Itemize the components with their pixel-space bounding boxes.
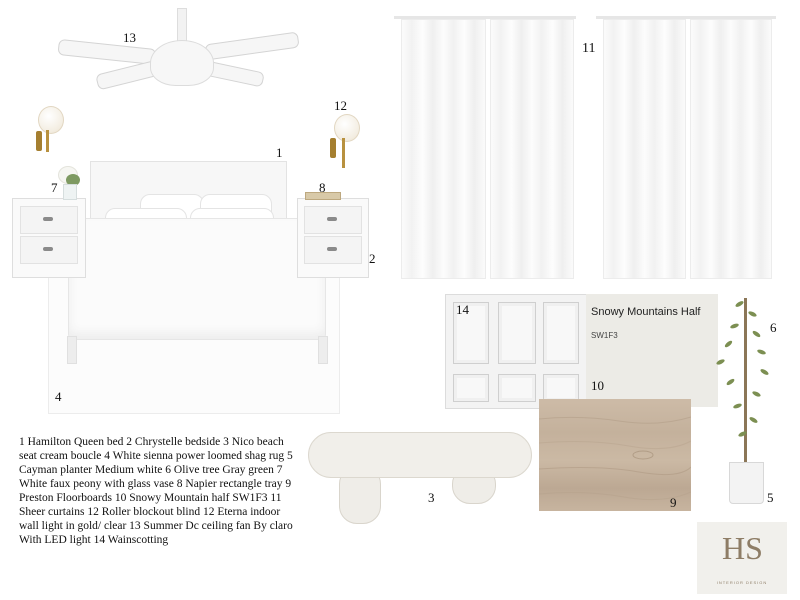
drawer-handle-icon	[327, 217, 337, 221]
curtain-panel	[490, 19, 574, 279]
bed-leg	[318, 336, 328, 364]
logo-monogram: HS	[722, 530, 763, 566]
olive-leaf-icon	[748, 310, 758, 317]
logo-subtitle: INTERIOR DESIGN	[716, 580, 768, 585]
olive-leaf-icon	[760, 368, 770, 376]
wood-grain-icon	[539, 399, 691, 511]
wainscot-panel	[453, 374, 489, 402]
wainscot-panel	[498, 374, 536, 402]
item-number-fan: 13	[123, 30, 136, 45]
wainscot-panel	[543, 302, 579, 364]
olive-leaf-icon	[724, 340, 733, 349]
wainscot-panel	[543, 374, 579, 402]
bed-duvet	[68, 218, 326, 340]
item-number-bench: 3	[428, 490, 435, 505]
olive-leaf-icon	[749, 416, 759, 424]
item-number-wall-light: 12	[334, 98, 347, 113]
item-number-bedside: 2	[369, 251, 376, 266]
paint-swatch-code: SW1F3	[591, 331, 618, 340]
sconce-arm	[46, 130, 49, 152]
olive-leaf-icon	[726, 378, 736, 386]
item-number-planter: 5	[767, 490, 774, 505]
sconce-plate	[36, 131, 42, 151]
sconce-arm	[342, 138, 345, 168]
item-number-wainscotting: 14	[456, 302, 469, 317]
sconce-plate	[330, 138, 336, 158]
olive-leaf-icon	[752, 330, 762, 338]
olive-leaf-icon	[752, 390, 762, 397]
fan-blade-right	[204, 32, 299, 61]
curtain-panel	[603, 19, 686, 279]
item-number-tray: 8	[319, 180, 326, 195]
item-number-peony: 7	[51, 180, 58, 195]
bench-seat	[308, 432, 532, 478]
drawer-handle-icon	[43, 217, 53, 221]
fan-blade-left	[57, 39, 156, 65]
item-number-rug: 4	[55, 389, 62, 404]
paint-swatch-name: Snowy Mountains Half	[591, 306, 701, 318]
olive-leaf-icon	[730, 323, 740, 330]
sconce-globe-icon	[334, 114, 360, 142]
item-number-paint: 10	[591, 378, 604, 393]
olive-leaf-icon	[757, 349, 767, 356]
cayman-planter	[729, 462, 764, 504]
floorboard-sample	[539, 399, 691, 511]
item-legend: 1 Hamilton Queen bed 2 Chrystelle bedside 3 Nico beach seat cream boucle 4 White sienna power loomed shag rug 5 Cayman planter Medium white 6 Olive tree Gray green 7 White faux peony with glass vase 8 Napier rectangle tray 9 Preston Floorboards 10 Snowy Mountain half SW1F3 11 Sheer curtains 12 Roller blockout blind 12 Eterna indoor wall light in gold/ clear 13 Summer Dc ceiling fan By claro With LED light 14 Wainscotting	[19, 436, 293, 546]
wainscot-panel	[498, 302, 536, 364]
item-number-floorboards: 9	[670, 495, 677, 510]
olive-trunk	[744, 298, 747, 464]
item-number-bed: 1	[276, 145, 283, 160]
olive-leaf-icon	[735, 300, 745, 308]
curtain-panel	[401, 19, 486, 279]
fan-hub	[150, 40, 214, 86]
drawer-handle-icon	[43, 247, 53, 251]
drawer-handle-icon	[327, 247, 337, 251]
sconce-globe-icon	[38, 106, 64, 134]
olive-leaf-icon	[733, 403, 743, 410]
glass-vase-icon	[63, 184, 77, 200]
bed-leg	[67, 336, 77, 364]
curtain-panel	[690, 19, 772, 279]
item-number-olive-tree: 6	[770, 320, 777, 335]
item-number-curtains: 11	[582, 41, 596, 56]
